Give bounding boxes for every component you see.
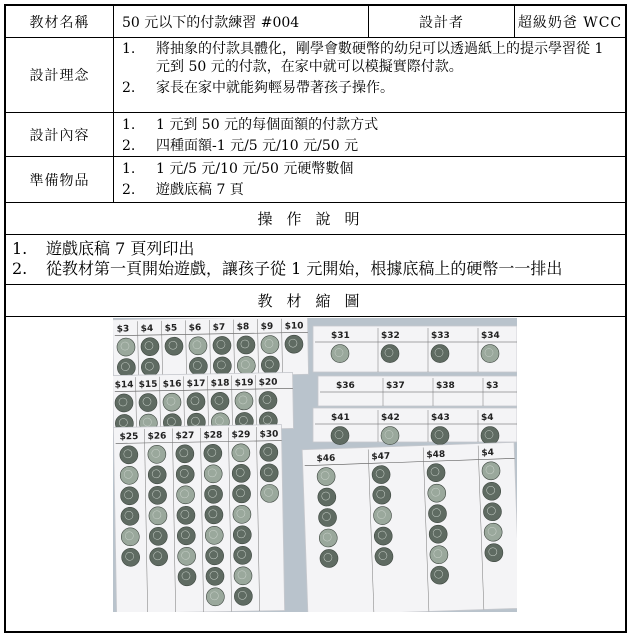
price-label: $4 bbox=[140, 323, 154, 335]
content-list bbox=[122, 116, 619, 155]
thumbnail-title: 教材縮圖 bbox=[6, 285, 625, 317]
price-label: $48 bbox=[426, 449, 446, 461]
price-label: $10 bbox=[284, 321, 304, 332]
price-label: $7 bbox=[212, 322, 226, 333]
title-row bbox=[6, 6, 625, 38]
list-item: 2. 從教材第一頁開始遊戲，讓孩子從 1 元開始，根據底稿上的硬幣一一排出 bbox=[12, 259, 563, 278]
price-label: $30 bbox=[259, 429, 279, 440]
coin-sheet bbox=[313, 408, 517, 445]
coin bbox=[260, 443, 278, 461]
coin bbox=[319, 529, 338, 548]
price-label: $8 bbox=[236, 322, 250, 333]
instructions-body bbox=[6, 235, 625, 285]
thumbnail-photo bbox=[113, 318, 517, 612]
price-label: $46 bbox=[316, 453, 336, 465]
price-label: $32 bbox=[381, 331, 400, 341]
coin-sheet bbox=[113, 318, 308, 378]
lesson-plan-sheet bbox=[4, 4, 627, 633]
coin bbox=[372, 465, 391, 484]
price-label: $3 bbox=[116, 324, 130, 335]
coin bbox=[189, 357, 207, 375]
coin bbox=[237, 356, 255, 374]
coin bbox=[148, 445, 166, 463]
price-label: $15 bbox=[138, 379, 158, 391]
coin bbox=[485, 543, 504, 562]
coin bbox=[285, 335, 303, 353]
list-item: 1. 遊戲底稿 7 頁列印出 bbox=[12, 239, 195, 258]
list-item: 2. 四種面額-1 元/5 元/10 元/50 元 bbox=[122, 138, 359, 154]
coin bbox=[484, 523, 503, 542]
coin bbox=[373, 506, 392, 525]
materials-row bbox=[6, 157, 625, 203]
instructions-title: 操作說明 bbox=[6, 203, 625, 235]
price-label: $19 bbox=[234, 378, 254, 389]
coin bbox=[427, 463, 446, 482]
coin bbox=[187, 393, 205, 411]
coin bbox=[430, 545, 449, 564]
price-label: $29 bbox=[231, 430, 251, 441]
coin bbox=[117, 358, 135, 376]
coin bbox=[483, 502, 502, 521]
price-label: $28 bbox=[203, 430, 223, 441]
title-label: 教材名稱 bbox=[6, 6, 114, 37]
coin bbox=[237, 336, 255, 354]
concept-list bbox=[122, 40, 619, 97]
price-label: $27 bbox=[175, 431, 195, 442]
list-item: 1. 將抽象的付款具體化，剛學會數硬幣的幼兒可以透過紙上的提示學習從 1 元到 50 元的付款，在家中就可以模擬實際付款。 bbox=[122, 41, 604, 75]
content-label: 設計內容 bbox=[6, 113, 114, 156]
price-label: $34 bbox=[481, 331, 500, 341]
coin bbox=[428, 504, 447, 523]
price-label: $26 bbox=[147, 431, 167, 442]
price-label: $36 bbox=[336, 381, 355, 391]
price-label: $43 bbox=[431, 413, 450, 423]
price-label: $5 bbox=[164, 323, 178, 334]
coin bbox=[204, 485, 222, 503]
designer-label: 設計者 bbox=[369, 6, 515, 37]
coin bbox=[211, 392, 229, 410]
coin bbox=[375, 547, 394, 566]
coin-sheet bbox=[302, 442, 517, 612]
coin bbox=[427, 484, 446, 503]
coin bbox=[431, 427, 449, 445]
coin-sheets-photo bbox=[113, 318, 517, 612]
price-label: $18 bbox=[210, 378, 230, 389]
coin bbox=[374, 527, 393, 546]
materials-list-cell bbox=[114, 157, 625, 202]
coin bbox=[149, 527, 167, 545]
price-label: $3 bbox=[486, 381, 499, 391]
coin bbox=[482, 482, 501, 501]
coin bbox=[234, 587, 252, 605]
coin bbox=[232, 444, 250, 462]
coin bbox=[149, 507, 167, 525]
coin bbox=[233, 526, 251, 544]
price-label: $25 bbox=[119, 432, 139, 443]
coin bbox=[115, 394, 133, 412]
coin-sheet bbox=[113, 372, 293, 432]
list-item: 1. 1 元到 50 元的每個面額的付款方式 bbox=[122, 117, 379, 133]
price-label: $20 bbox=[258, 377, 278, 389]
list-item: 2. 遊戲底稿 7 頁 bbox=[122, 182, 244, 198]
coin bbox=[163, 393, 181, 411]
coin bbox=[189, 337, 207, 355]
coin bbox=[120, 466, 138, 484]
price-label: $47 bbox=[371, 451, 391, 463]
coin bbox=[165, 337, 183, 355]
coin bbox=[120, 487, 138, 505]
coin bbox=[331, 427, 349, 445]
coin bbox=[429, 525, 448, 544]
coin bbox=[177, 527, 195, 545]
coin bbox=[205, 526, 223, 544]
coin bbox=[213, 336, 231, 354]
price-label: $42 bbox=[381, 413, 400, 423]
coin bbox=[317, 467, 336, 486]
coin bbox=[176, 486, 194, 504]
coin-sheet bbox=[313, 326, 517, 372]
coin bbox=[122, 548, 140, 566]
coin bbox=[139, 393, 157, 411]
coin bbox=[235, 392, 253, 410]
coin bbox=[260, 464, 278, 482]
coin bbox=[204, 465, 222, 483]
coin bbox=[120, 446, 138, 464]
coin bbox=[381, 427, 399, 445]
price-label: $6 bbox=[188, 323, 202, 334]
coin bbox=[481, 427, 499, 445]
list-item: 1. 1 元/5 元/10 元/50 元硬幣數個 bbox=[122, 161, 354, 177]
price-label: $4 bbox=[481, 413, 494, 423]
coin bbox=[121, 507, 139, 525]
coin bbox=[141, 358, 159, 376]
concept-label: 設計理念 bbox=[6, 38, 114, 112]
coin bbox=[178, 568, 196, 586]
coin bbox=[206, 567, 224, 585]
content-row bbox=[6, 113, 625, 157]
coin bbox=[260, 484, 278, 502]
coin bbox=[213, 357, 231, 375]
list-item: 2. 家長在家中就能夠輕易帶著孩子操作。 bbox=[122, 80, 394, 96]
coin bbox=[318, 508, 337, 527]
coin-sheet bbox=[318, 376, 517, 406]
price-label: $14 bbox=[114, 380, 134, 391]
coin bbox=[233, 546, 251, 564]
price-label: $9 bbox=[260, 321, 274, 333]
coin bbox=[232, 485, 250, 503]
coin bbox=[261, 356, 279, 374]
coin bbox=[233, 505, 251, 523]
coin bbox=[121, 528, 139, 546]
coin bbox=[318, 488, 337, 507]
coin bbox=[430, 566, 449, 585]
concept-row bbox=[6, 38, 625, 113]
instructions-list bbox=[12, 240, 619, 278]
concept-list-cell bbox=[114, 38, 625, 112]
price-label: $37 bbox=[386, 381, 405, 391]
coin bbox=[234, 567, 252, 585]
coin bbox=[141, 338, 159, 356]
coin bbox=[481, 345, 499, 363]
price-label: $16 bbox=[162, 379, 182, 390]
coin bbox=[431, 345, 449, 363]
coin bbox=[482, 461, 501, 480]
content-list-cell bbox=[114, 113, 625, 156]
coin bbox=[177, 506, 195, 524]
coin bbox=[148, 466, 166, 484]
coin bbox=[204, 444, 222, 462]
coin bbox=[148, 486, 166, 504]
price-label: $4 bbox=[481, 448, 495, 459]
coin bbox=[259, 391, 277, 409]
coin bbox=[176, 445, 194, 463]
coin bbox=[232, 464, 250, 482]
coin bbox=[206, 588, 224, 606]
designer-value: 超級奶爸 WCC bbox=[517, 14, 623, 31]
coin bbox=[372, 486, 391, 505]
materials-list bbox=[122, 160, 619, 199]
coin bbox=[331, 345, 349, 363]
price-label: $33 bbox=[431, 331, 450, 341]
materials-label: 準備物品 bbox=[6, 157, 114, 202]
price-label: $17 bbox=[186, 378, 206, 390]
price-label: $41 bbox=[331, 413, 350, 423]
coin bbox=[117, 338, 135, 356]
price-label: $38 bbox=[436, 381, 455, 391]
coin bbox=[320, 549, 339, 568]
coin bbox=[205, 547, 223, 565]
price-label: $31 bbox=[331, 331, 350, 341]
coin bbox=[261, 335, 279, 353]
coin bbox=[177, 547, 195, 565]
coin bbox=[205, 506, 223, 524]
coin-sheet bbox=[113, 425, 284, 612]
coin bbox=[381, 345, 399, 363]
coin bbox=[149, 548, 167, 566]
title-value: 50 元以下的付款練習 #004 bbox=[114, 6, 369, 37]
coin bbox=[176, 465, 194, 483]
